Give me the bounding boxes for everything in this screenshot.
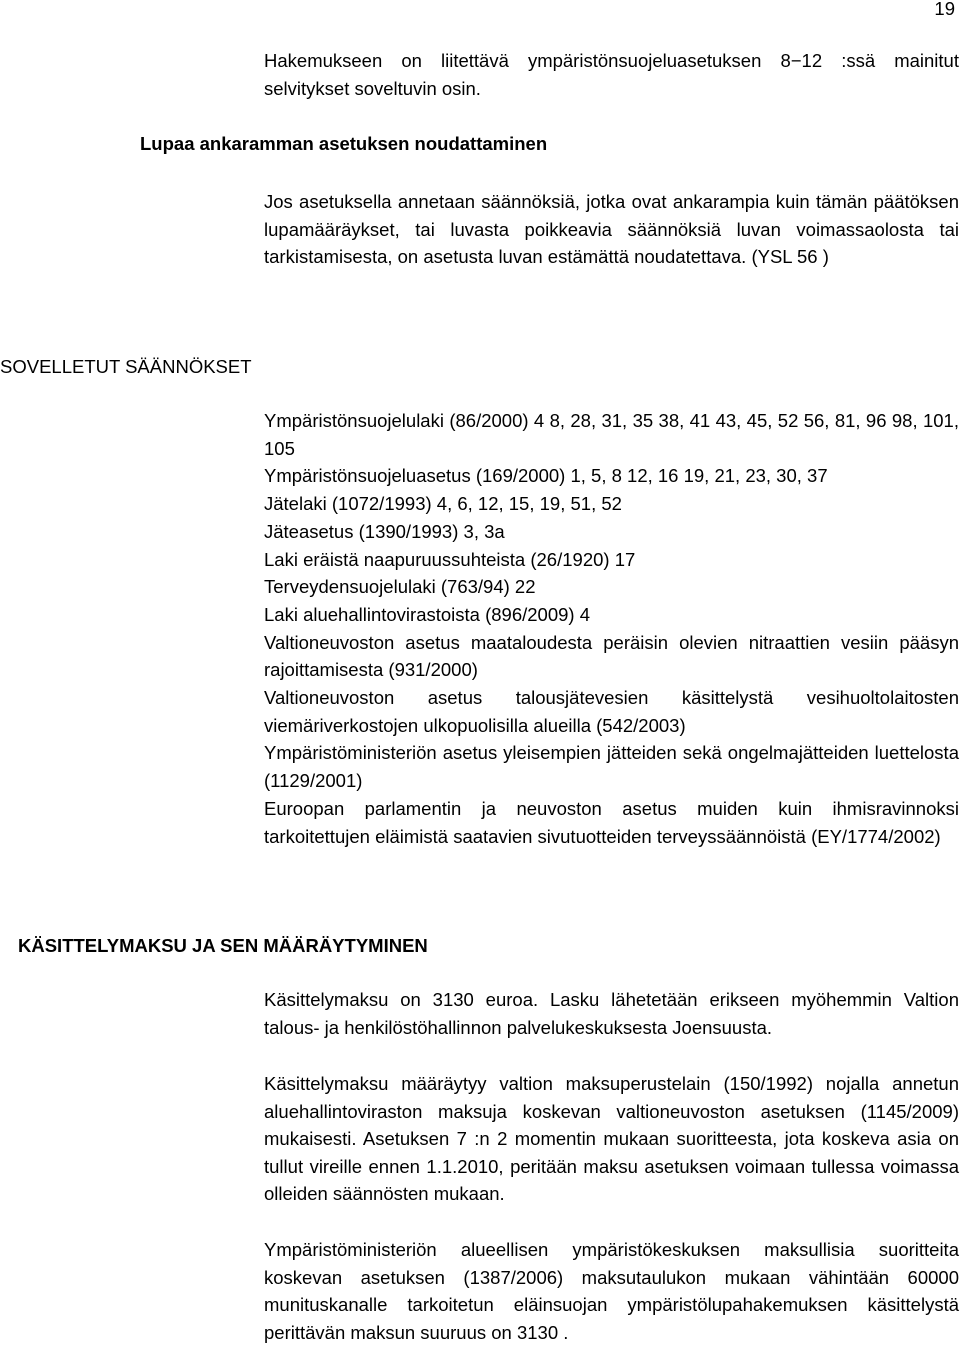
processing-fee-paragraph-2 (264, 1070, 959, 1208)
regulation-item: Laki aluehallintovirastoista (896/2009) 4 (264, 603, 591, 625)
applied-regulations-list (264, 407, 959, 850)
processing-fee-paragraph-1 (264, 986, 959, 1041)
stricter-regulation-text: Jos asetuksella annetaan säännöksiä, jotka ovat ankarampia kuin tämän päätöksen lupamääräykset, tai luvasta poikkeavia säännöksiä luvan voimassaolosta tai tarkistamisesta, on asetusta luvan estämättä noudatettava. (YSL 56 ) (264, 191, 959, 267)
regulation-item: Valtioneuvoston asetus talousjätevesien käsittelystä vesihuoltolaitosten viemäriverkostojen ulkopuolisilla alueilla (542/2003) (264, 687, 959, 736)
regulation-item: Euroopan parlamentin ja neuvoston asetus muiden kuin ihmisravinnoksi tarkoitettujen eläimistä saatavien sivutuotteiden terveyssäännöistä (EY/1774/2002) (264, 797, 959, 847)
regulation-item: Jätelaki (1072/1993) 4, 6, 12, 15, 19, 51, 52 (264, 493, 622, 515)
page-number: 19 (934, 0, 955, 19)
processing-fee-heading: KÄSITTELYMAKSU JA SEN MÄÄRÄYTYMINEN (18, 935, 428, 956)
stricter-regulation-paragraph (264, 188, 959, 271)
regulation-item: Ympäristönsuojelulaki (86/2000) 4 8, 28, 31, 35 38, 41 43, 45, 52 56, 81, 96 98, 101, 105 (264, 410, 959, 459)
regulation-item: Jäteasetus (1390/1993) 3, 3a (264, 520, 505, 542)
regulation-item: Valtioneuvoston asetus maataloudesta peräisin olevien nitraattien vesiin pääsyn rajoittamisesta (931/2000) (264, 631, 959, 681)
regulation-item: Ympäristöministeriön asetus yleisempien jätteiden sekä ongelmajätteiden luettelosta (1129/2001) (264, 742, 959, 792)
regulation-item: Laki eräistä naapuruussuhteista (26/1920) 17 (264, 548, 636, 570)
applied-regulations-heading: SOVELLETUT SÄÄNNÖKSET (0, 356, 252, 377)
regulation-item: Terveydensuojelulaki (763/94) 22 (264, 576, 536, 598)
processing-fee-text-3: Ympäristöministeriön alueellisen ympäristökeskuksen maksullisia suoritteita koskevan asetuksen (1387/2006) maksutaulukon mukaan vähintään 60000 munituskanalle tarkoitetun eläinsuojan ympäristölupahakemuksen käsittelystä perittävän maksun suuruus on 3130 . (264, 1239, 959, 1343)
regulation-item: Ympäristönsuojeluasetus (169/2000) 1, 5, 8 12, 16 19, 21, 23, 30, 37 (264, 465, 828, 487)
processing-fee-text-2: Käsittelymaksu määräytyy valtion maksuperustelain (150/1992) nojalla annetun aluehallintoviraston maksuja koskevan valtioneuvoston asetuksen (1145/2009) mukaisesti. Asetuksen 7 :n 2 momentin mukaan suoritteesta, jota koskeva asia on tullut vireille ennen 1.1.2010, peritään maksu asetuksen voimaan tullessa voimassa olleiden säännösten mukaan. (264, 1073, 959, 1204)
intro-paragraph (264, 47, 959, 102)
processing-fee-text-1: Käsittelymaksu on 3130 euroa. Lasku lähetetään erikseen myöhemmin Valtion talous- ja henkilöstöhallinnon palvelukeskuksesta Joensuusta. (264, 989, 959, 1038)
intro-text: Hakemukseen on liitettävä ympäristönsuojeluasetuksen 8−12 :ssä mainitut selvitykset soveltuvin osin. (264, 50, 959, 99)
stricter-regulation-heading: Lupaa ankaramman asetuksen noudattaminen (140, 133, 548, 154)
processing-fee-paragraph-3 (264, 1236, 959, 1346)
